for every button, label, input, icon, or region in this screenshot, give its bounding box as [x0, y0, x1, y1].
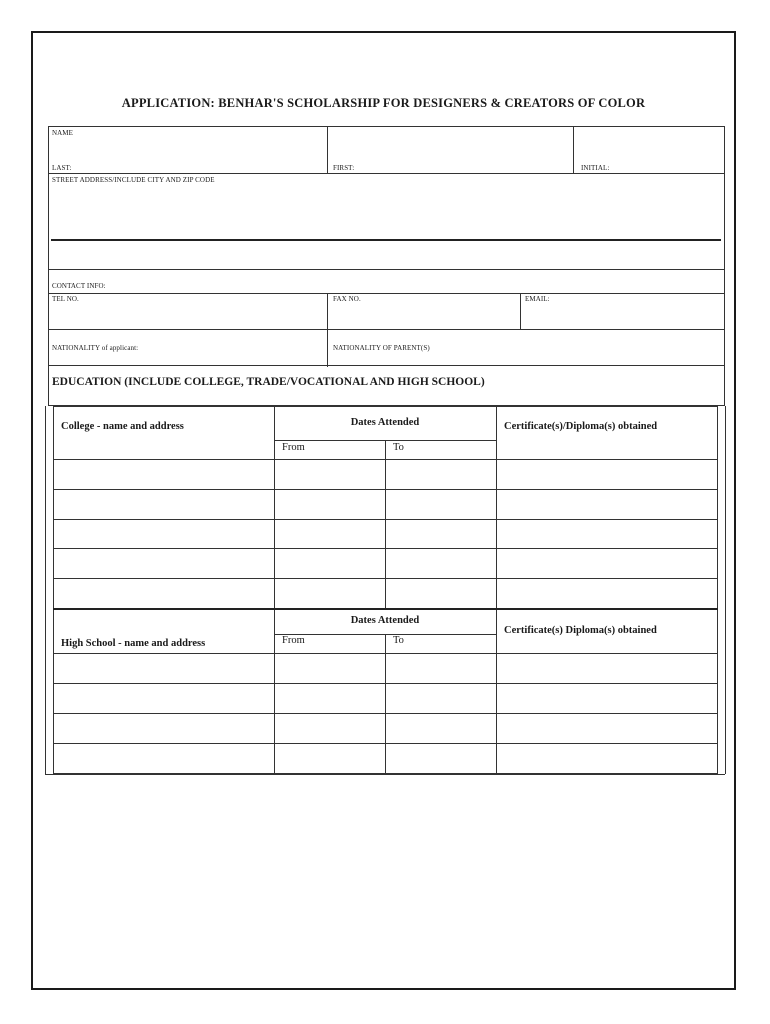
college-row-line-2	[53, 489, 718, 490]
tel-divider	[327, 293, 328, 367]
education-right-border	[725, 406, 726, 774]
fax-divider	[520, 293, 521, 329]
last-name-field[interactable]: LAST:	[52, 164, 72, 172]
highschool-dates-subline	[274, 634, 496, 635]
street-address-label[interactable]: STREET ADDRESS/INCLUDE CITY AND ZIP CODE	[52, 176, 215, 184]
contact-row-line	[48, 293, 725, 294]
education-bottom-line	[45, 774, 725, 775]
college-row-line-3	[53, 519, 718, 520]
nationality-parent-field[interactable]: NATIONALITY OF PARENT(S)	[333, 344, 430, 352]
name-row-bottom	[48, 173, 725, 174]
contact-info-label: CONTACT INFO:	[52, 282, 106, 290]
college-dates-subline	[274, 440, 496, 441]
name-divider-1	[327, 126, 328, 173]
fax-field[interactable]: FAX NO.	[333, 295, 361, 303]
college-row-line-4	[53, 548, 718, 549]
nationality-row-bottom	[48, 365, 725, 366]
email-field[interactable]: EMAIL:	[525, 295, 550, 303]
college-table-bottom	[53, 608, 718, 610]
contact-row-bottom	[48, 329, 725, 330]
address-separator-line	[51, 239, 721, 241]
college-col-divider-2	[385, 440, 386, 608]
college-col-divider-3	[496, 406, 497, 774]
college-col-divider-1	[274, 406, 275, 774]
college-name-header: College - name and address	[61, 421, 184, 432]
name-divider-2	[573, 126, 574, 173]
college-dates-header: Dates Attended	[350, 417, 420, 428]
highschool-row-line-2	[53, 683, 718, 684]
highschool-row-line-1	[53, 653, 718, 654]
education-heading: EDUCATION (INCLUDE COLLEGE, TRADE/VOCATIONAL AND HIGH SCHOOL)	[52, 376, 485, 388]
college-to-header: To	[393, 442, 404, 453]
college-from-header: From	[282, 442, 305, 453]
college-row-line-1	[53, 459, 718, 460]
form-outer-box	[48, 126, 725, 406]
first-name-field[interactable]: FIRST:	[333, 164, 355, 172]
initial-field[interactable]: INITIAL:	[581, 164, 610, 172]
form-title: APPLICATION: BENHAR'S SCHOLARSHIP FOR DESIGNERS & CREATORS OF COLOR	[121, 96, 646, 110]
name-label: NAME	[52, 129, 74, 137]
highschool-to-header: To	[393, 635, 404, 646]
highschool-row-line-4	[53, 743, 718, 744]
highschool-from-header: From	[282, 635, 305, 646]
tel-field[interactable]: TEL NO.	[52, 295, 79, 303]
college-row-line-5	[53, 578, 718, 579]
nationality-applicant-field[interactable]: NATIONALITY of applicant:	[52, 344, 139, 352]
highschool-name-header: High School - name and address	[61, 638, 206, 649]
college-cert-header: Certificate(s)/Diploma(s) obtained	[504, 421, 658, 432]
application-form-page	[31, 31, 736, 990]
address-row-bottom	[48, 269, 725, 270]
highschool-row-line-3	[53, 713, 718, 714]
highschool-col-divider-2	[385, 634, 386, 774]
education-left-border	[45, 406, 46, 774]
highschool-dates-header: Dates Attended	[350, 615, 420, 626]
highschool-cert-header: Certificate(s) Diploma(s) obtained	[504, 625, 657, 636]
